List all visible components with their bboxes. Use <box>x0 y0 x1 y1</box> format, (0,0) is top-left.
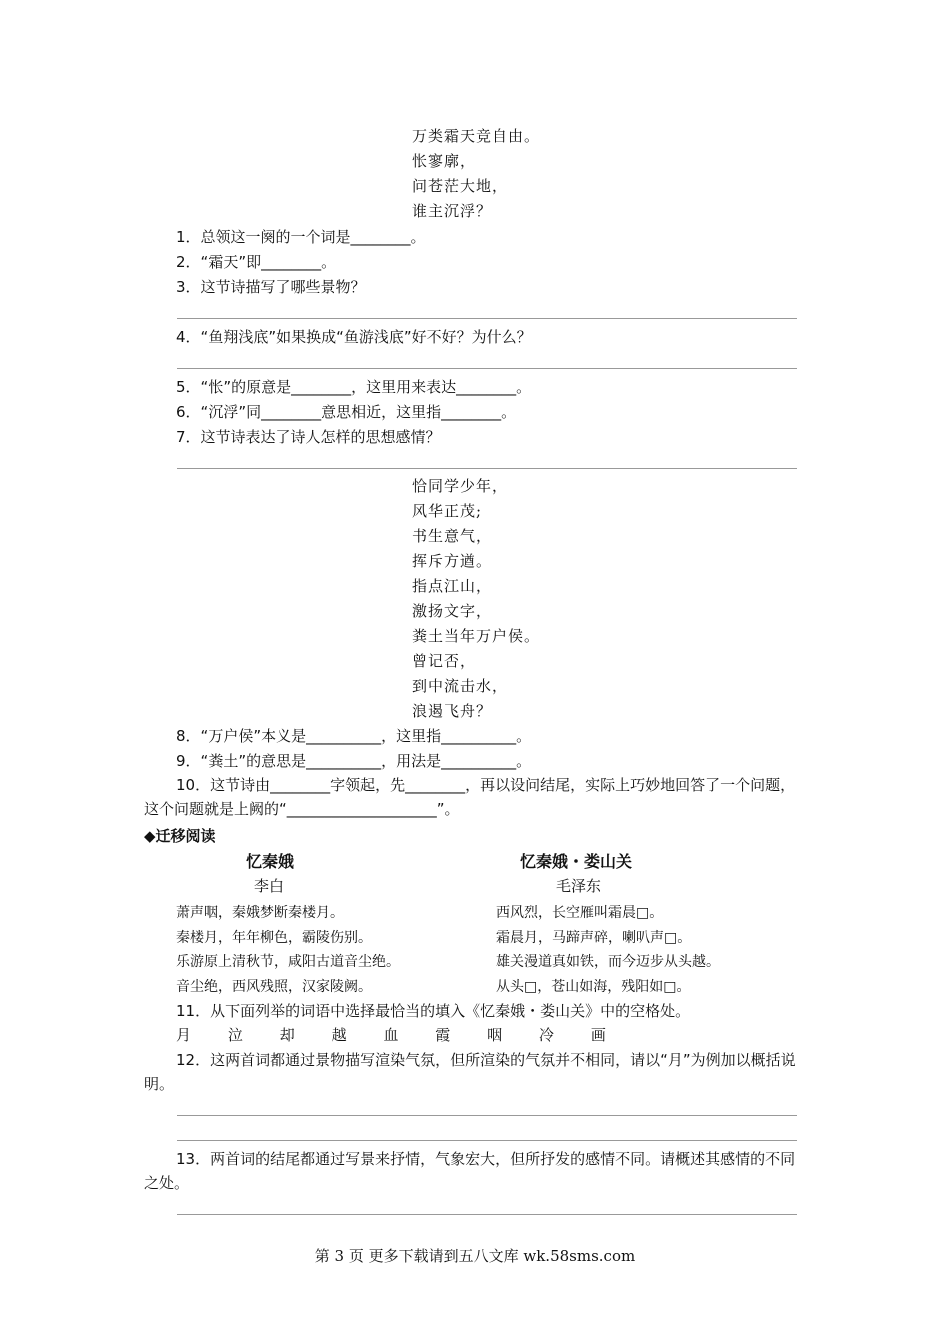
question-9: 9．“粪土”的意思是__________，用法是__________。 <box>176 752 532 770</box>
question-3: 3．这节诗描写了哪些景物？ <box>176 278 366 296</box>
question-8: 8．“万户侯”本义是__________，这里指__________。 <box>176 727 532 745</box>
left-poem-line-3: 乐游原上清秋节，咸阳古道音尘绝。 <box>176 954 400 970</box>
poem1-line-1: 万类霜天竞自由。 <box>412 127 541 145</box>
question-4: 4．“鱼翔浅底”如果换成“鱼游浅底”好不好？为什么？ <box>176 328 532 346</box>
right-poem-line-3: 雄关漫道真如铁，而今迈步从头越。 <box>496 954 720 970</box>
question-1: 1．总领这一阕的一个词是________。 <box>176 228 426 246</box>
word-choice: 血 <box>383 1026 399 1044</box>
question-10: 10．这节诗由________字领起，先________，再以设问结尾，实际上巧妙地回答了一个问题，这个问题就是上阙的“____________________”。 <box>144 776 796 818</box>
answer-line-4 <box>177 368 797 369</box>
right-poem-line-4: 从头□，苍山如海，残阳如□。 <box>496 979 691 995</box>
poem2-line-2: 风华正茂; <box>412 502 483 520</box>
question-11: 11．从下面列举的词语中选择最恰当的填入《忆秦娥・娄山关》中的空格处。 <box>176 1002 691 1020</box>
right-poem-title: 忆秦娥・娄山关 <box>520 852 633 871</box>
poem2-line-4: 挥斥方遒。 <box>412 552 493 570</box>
answer-line-12b <box>177 1140 797 1141</box>
question-7: 7．这节诗表达了诗人怎样的思想感情？ <box>176 428 441 446</box>
left-poem-author: 李白 <box>254 877 285 895</box>
left-poem-line-1: 萧声咽，秦娥梦断秦楼月。 <box>176 905 344 921</box>
word-choice: 霞 <box>435 1026 451 1044</box>
poem2-line-7: 粪土当年万户侯。 <box>412 627 541 645</box>
word-choice: 越 <box>331 1026 347 1044</box>
poem1-line-2: 怅寥廓， <box>412 152 477 170</box>
left-poem-line-2: 秦楼月，年年柳色，霸陵伤别。 <box>176 930 372 946</box>
answer-line-7 <box>177 468 797 469</box>
question-13: 13．两首词的结尾都通过写景来抒情，气象宏大，但所抒发的感情不同。请概述其感情的不同之处。 <box>144 1150 796 1192</box>
answer-line-12a <box>177 1115 797 1116</box>
poem2-line-6: 激扬文字， <box>412 602 493 620</box>
question-6: 6．“沉浮”同________意思相近，这里指________。 <box>176 403 517 421</box>
poem2-line-1: 恰同学少年， <box>412 477 509 495</box>
page-footer: 第 3 页 更多下载请到五八文库 wk.58sms.com <box>314 1247 636 1265</box>
poem2-line-5: 指点江山， <box>412 577 493 595</box>
word-choices <box>176 1024 606 1045</box>
right-poem-author: 毛泽东 <box>556 877 602 895</box>
answer-line-13 <box>177 1214 797 1215</box>
word-choice: 月 <box>176 1026 192 1044</box>
poem2-line-10: 浪遏飞舟？ <box>412 702 493 720</box>
left-poem-title: 忆秦娥 <box>246 852 295 871</box>
left-poem-line-4: 音尘绝，西风残照，汉家陵阙。 <box>176 979 372 995</box>
word-choice: 冷 <box>539 1026 555 1044</box>
right-poem-line-1: 西风烈，长空雁叫霜晨□。 <box>496 905 664 921</box>
question-12: 12．这两首词都通过景物描写渲染气氛，但所渲染的气氛并不相同，请以“月”为例加以概括说明。 <box>144 1051 796 1093</box>
word-choice: 画 <box>590 1026 606 1044</box>
word-choice: 咽 <box>487 1026 503 1044</box>
poem1-line-4: 谁主沉浮？ <box>412 202 493 220</box>
answer-line-3 <box>177 318 797 319</box>
poem1-line-3: 问苍茫大地， <box>412 177 509 195</box>
question-5: 5．“怅”的原意是________，这里用来表达________。 <box>176 378 532 396</box>
word-choice: 却 <box>279 1026 295 1044</box>
question-2: 2．“霜天”即________。 <box>176 253 337 271</box>
poem2-line-9: 到中流击水， <box>412 677 509 695</box>
right-poem-line-2: 霜晨月，马蹄声碎，喇叭声□。 <box>496 930 692 946</box>
section-heading: ◆迁移阅读 <box>144 827 216 845</box>
poem2-line-3: 书生意气， <box>412 527 493 545</box>
poem2-line-8: 曾记否， <box>412 652 477 670</box>
word-choice: 泣 <box>227 1026 243 1044</box>
